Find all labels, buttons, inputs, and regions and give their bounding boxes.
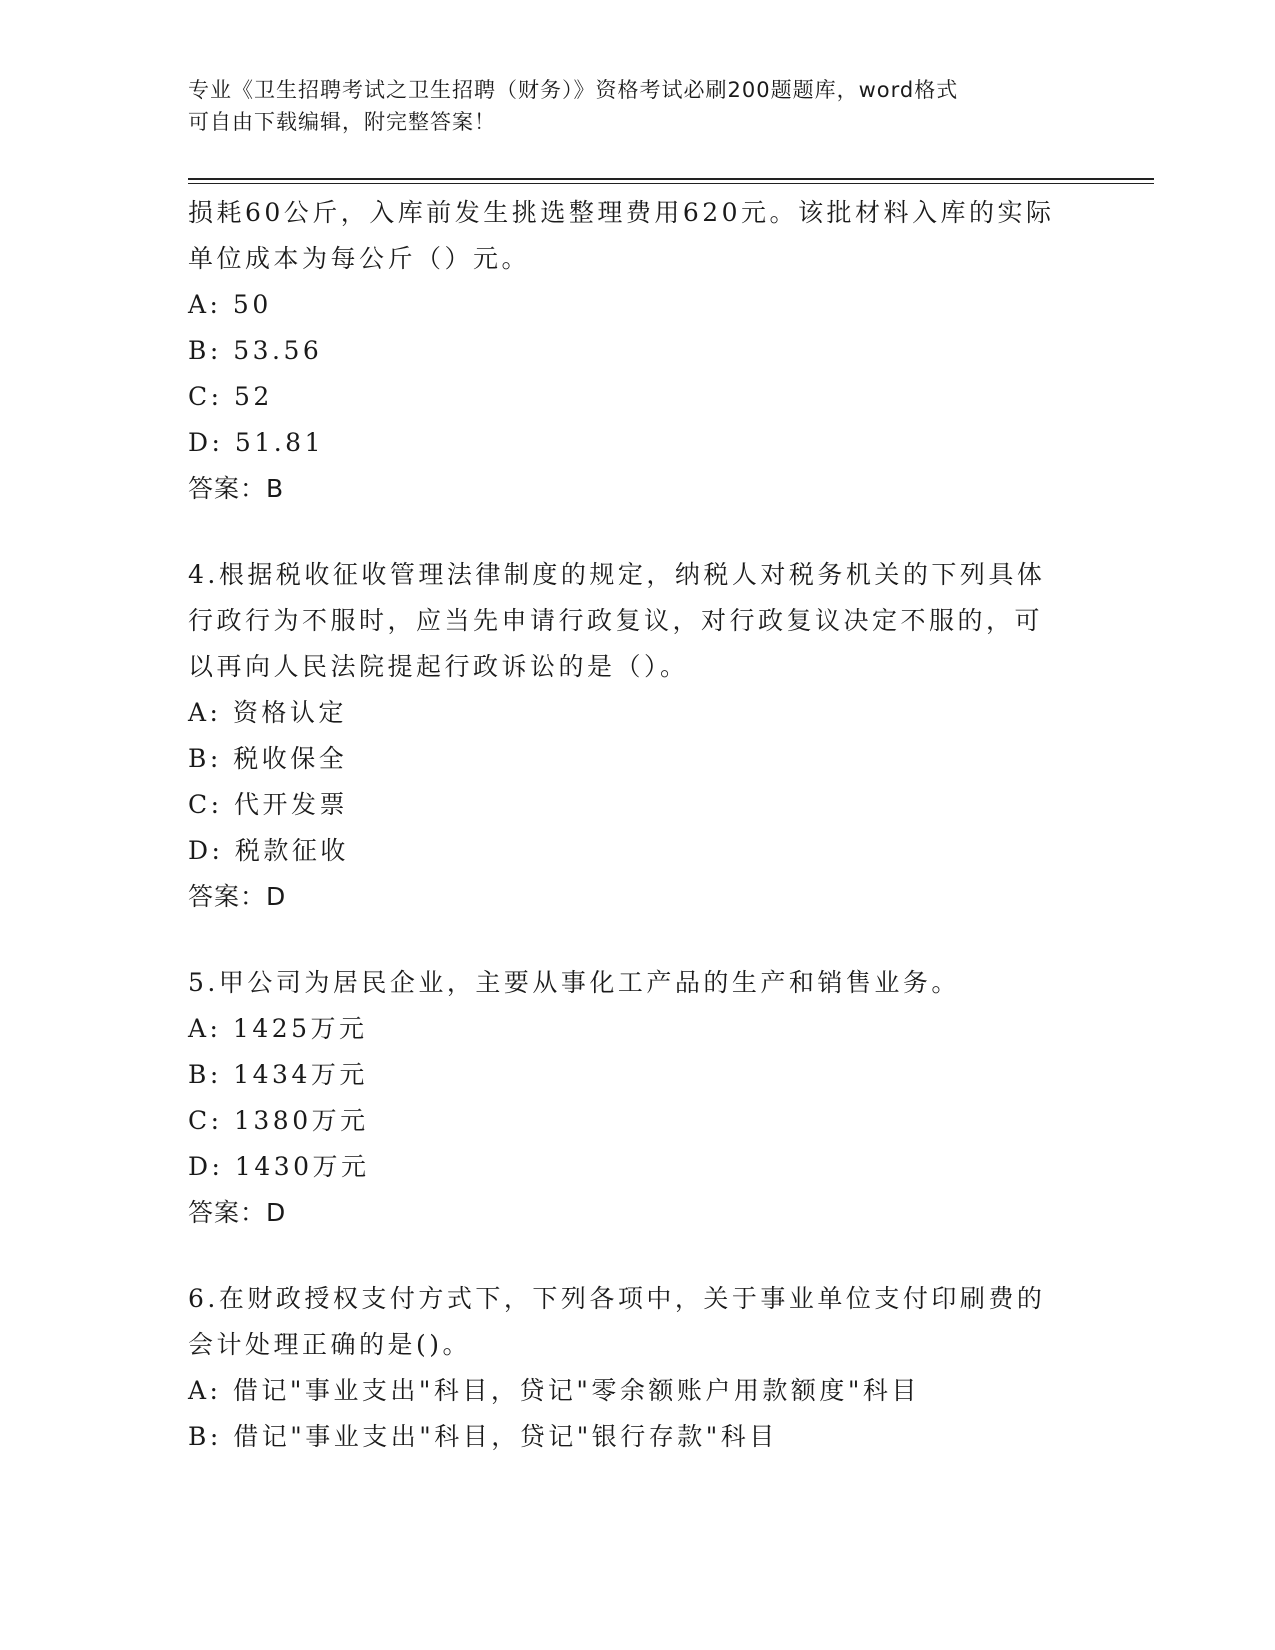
option-a: A: 50	[188, 290, 272, 319]
option-b: B: 1434万元	[188, 1060, 368, 1089]
question-5	[188, 960, 1088, 1236]
option-d: D: 51.81	[188, 428, 324, 457]
question-4	[188, 552, 1088, 920]
option-c: C: 1380万元	[188, 1106, 369, 1135]
question-text: 会计处理正确的是()。	[188, 1330, 472, 1359]
option-a: A: 借记"事业支出"科目，贷记"零余额账户用款额度"科目	[188, 1376, 920, 1405]
question-list	[188, 190, 1088, 1460]
question-text: 行政行为不服时，应当先申请行政复议，对行政复议决定不服的，可	[188, 606, 1044, 635]
question-3	[188, 190, 1088, 512]
question-text: 5.甲公司为居民企业，主要从事化工产品的生产和销售业务。	[188, 968, 960, 997]
option-d: D: 1430万元	[188, 1152, 370, 1181]
option-a: A: 1425万元	[188, 1014, 368, 1043]
header-divider-thin	[188, 183, 1154, 184]
answer-label: 答案：B	[188, 474, 285, 503]
question-6	[188, 1276, 1088, 1460]
option-d: D: 税款征收	[188, 836, 349, 865]
question-text: 4.根据税收征收管理法律制度的规定，纳税人对税务机关的下列具体	[188, 560, 1046, 589]
spacer	[188, 920, 1088, 960]
option-b: B: 53.56	[188, 336, 323, 365]
header-divider-thick	[188, 178, 1154, 180]
option-b: B: 借记"事业支出"科目，贷记"银行存款"科目	[188, 1422, 778, 1451]
spacer	[188, 512, 1088, 552]
answer-label: 答案：D	[188, 882, 287, 911]
question-text: 单位成本为每公斤（）元。	[188, 244, 531, 273]
option-c: C: 52	[188, 382, 273, 411]
question-text: 损耗60公斤，入库前发生挑选整理费用620元。该批材料入库的实际	[188, 198, 1055, 227]
question-text: 以再向人民法院提起行政诉讼的是（）。	[188, 652, 689, 681]
header-title-line-2: 可自由下载编辑，附完整答案！	[188, 110, 496, 134]
option-b: B: 税收保全	[188, 744, 348, 773]
document-header	[188, 74, 1088, 138]
question-text: 6.在财政授权支付方式下，下列各项中，关于事业单位支付印刷费的	[188, 1284, 1046, 1313]
option-c: C: 代开发票	[188, 790, 348, 819]
header-title-line-1: 专业《卫生招聘考试之卫生招聘（财务）》资格考试必刷200题题库，word格式	[188, 78, 959, 102]
spacer	[188, 1236, 1088, 1276]
option-a: A: 资格认定	[188, 698, 347, 727]
answer-label: 答案：D	[188, 1198, 287, 1227]
